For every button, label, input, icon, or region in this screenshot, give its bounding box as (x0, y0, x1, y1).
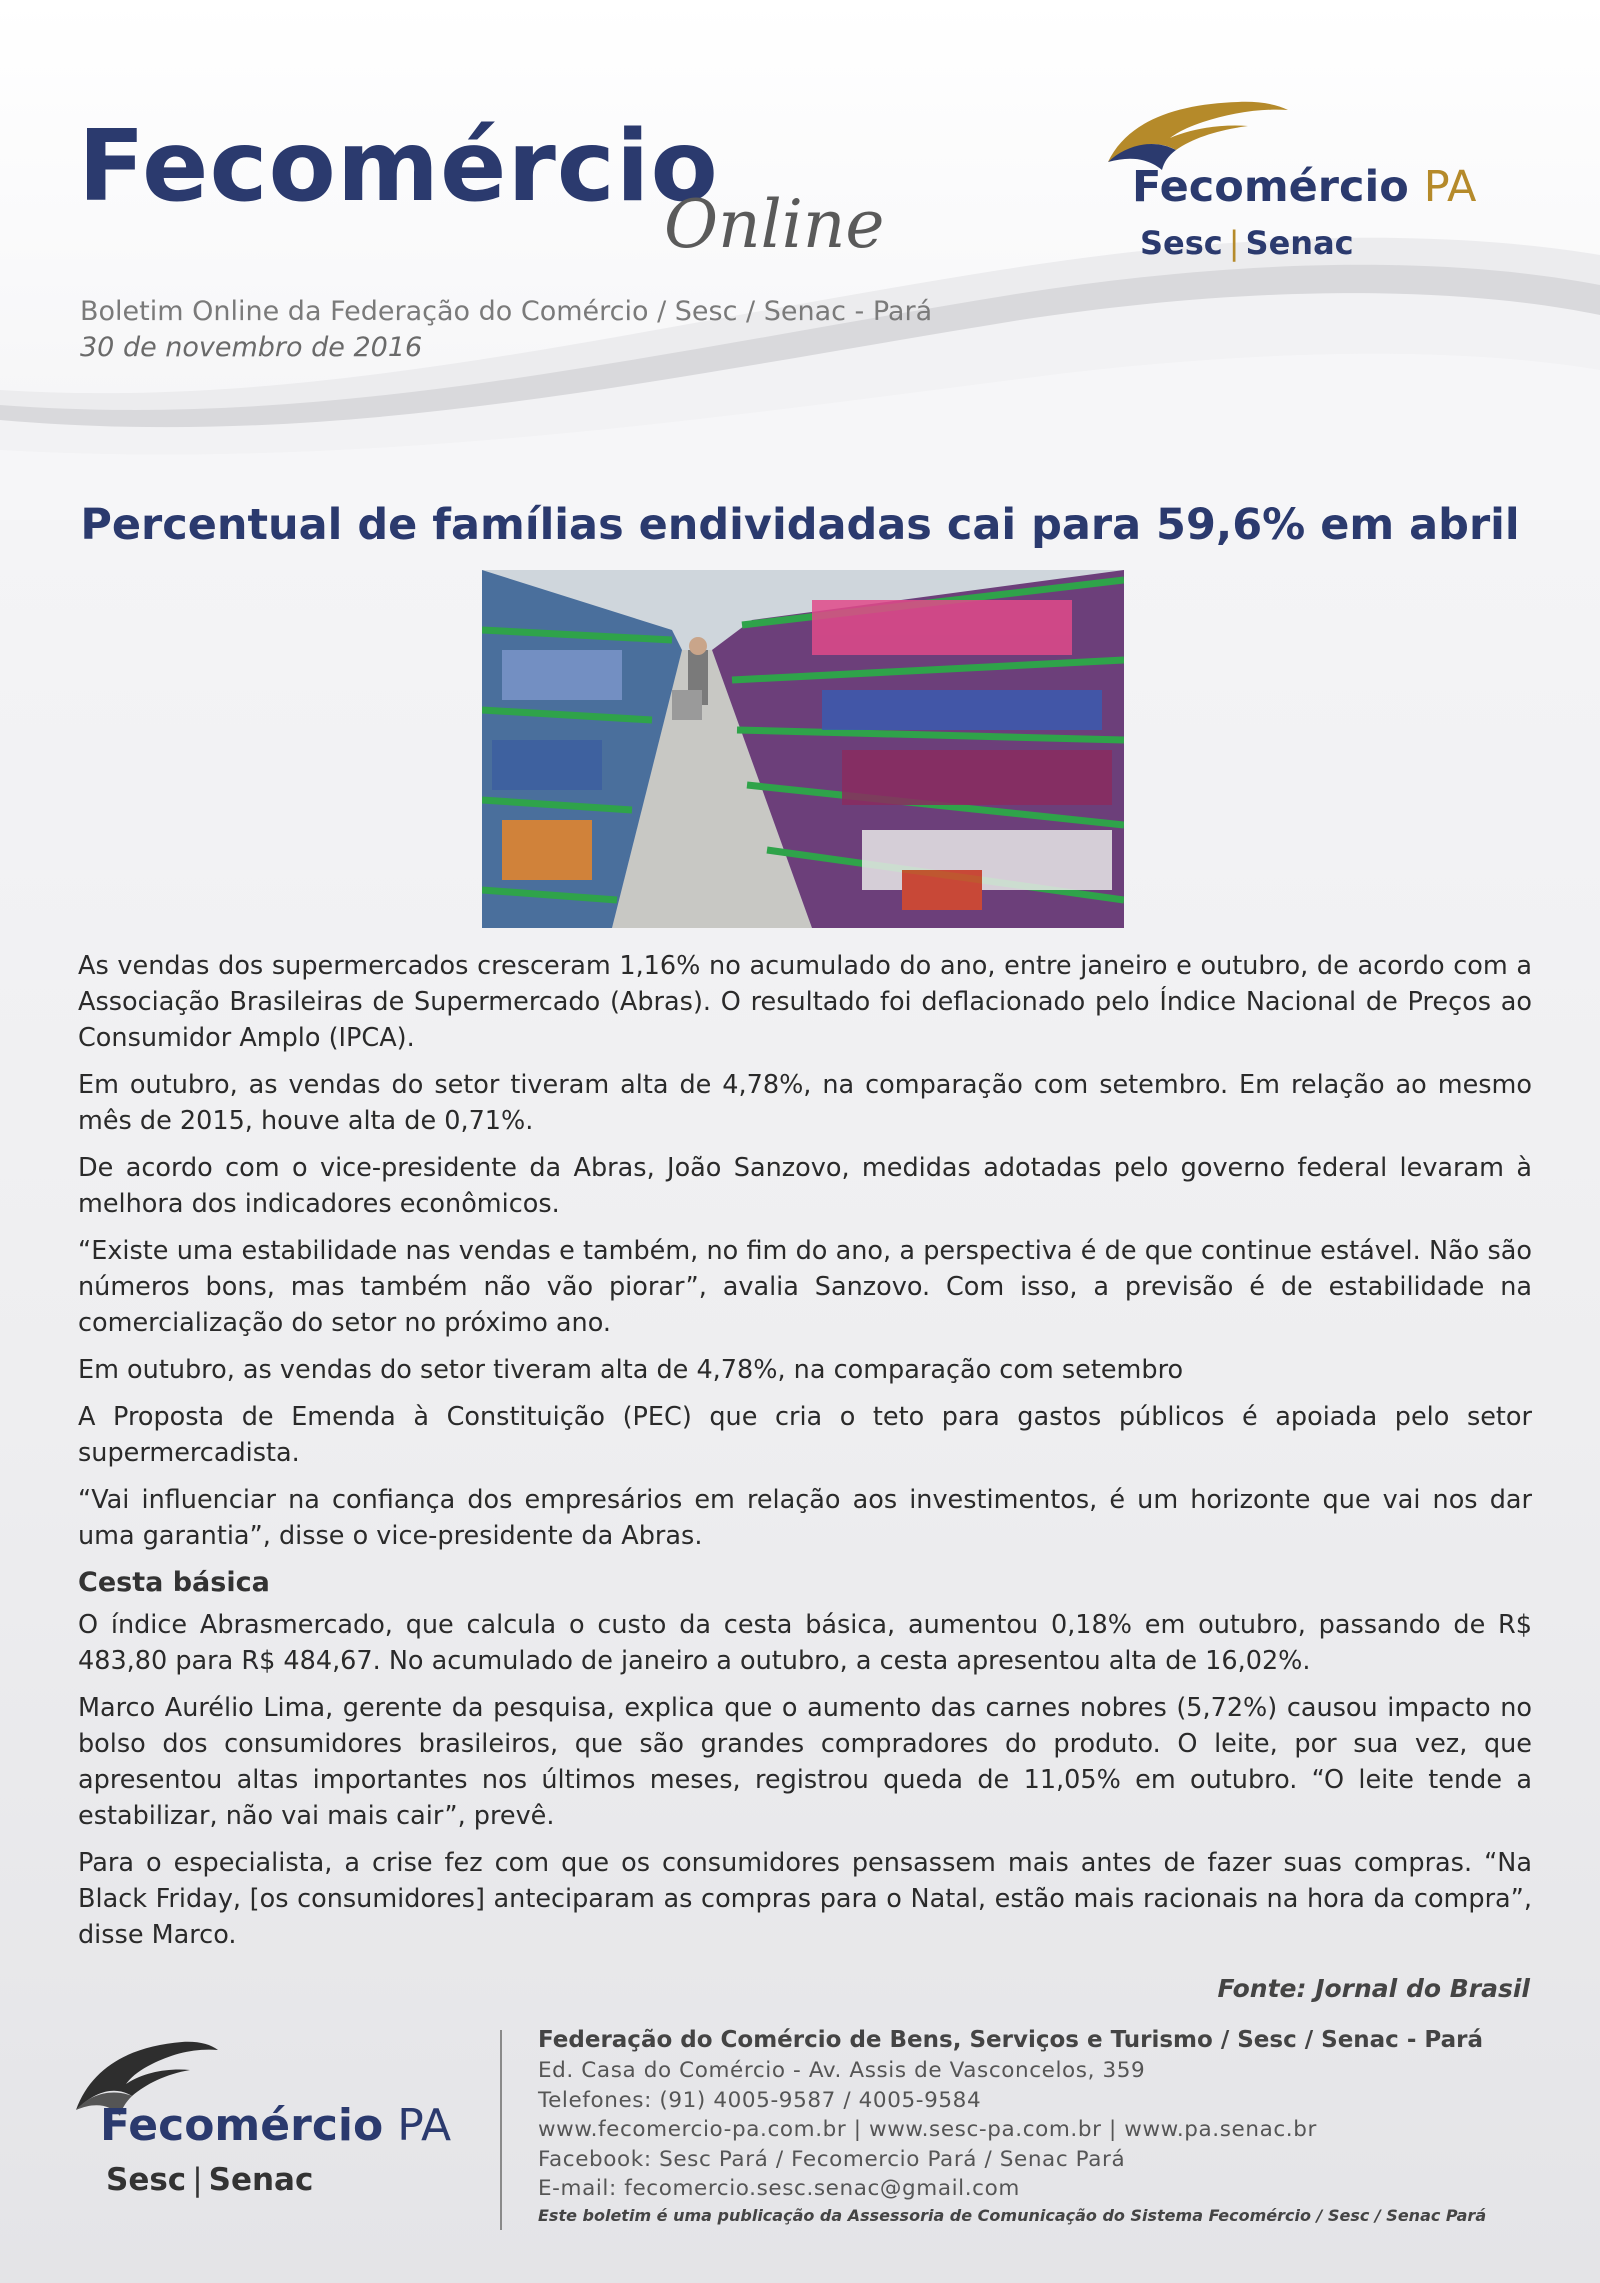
publication-date: 30 de novembro de 2016 (80, 332, 423, 363)
article-paragraph: As vendas dos supermercados cresceram 1,16% no acumulado do ano, entre janeiro e outubro, de acordo com a Associação Brasileiras de Supermercado (Abras). O resultado foi deflacionado pelo Índice Nacional de Preços ao Consumidor Amplo (IPCA). (78, 951, 1532, 1053)
article-headline: Percentual de famílias endividadas cai para 59,6% em abril (80, 500, 1520, 550)
footer-phones: Telefones: (91) 4005-9587 / 4005-9584 (538, 2087, 982, 2113)
logo-sesc: Sesc (1140, 224, 1223, 262)
article-paragraph: “Existe uma estabilidade nas vendas e também, no fim do ano, a perspectiva é de que continue estável. Não são números bons, mas também não vão piorar”, avalia Sanzovo. Com isso, a previsão é de estabilidade na comercialização do setor no próximo ano. (78, 1236, 1532, 1338)
footer-logo-region: PA (397, 2100, 452, 2151)
footer-credit: Este boletim é uma publicação da Assessoria de Comunicação do Sistema Fecomércio / Sesc / Senac Pará (538, 2205, 1487, 2225)
footer-divider (500, 2030, 502, 2230)
footer-logo-sesc: Sesc (106, 2162, 187, 2198)
section-heading: Cesta básica (78, 1567, 270, 1598)
bulletin-subtitle: Boletim Online da Federação do Comércio / Sesc / Senac - Pará (80, 296, 933, 327)
article-paragraph: Em outubro, as vendas do setor tiveram alta de 4,78%, na comparação com setembro. Em relação ao mesmo mês de 2015, houve alta de 0,71%. (78, 1070, 1532, 1136)
article-body (78, 948, 1532, 1964)
brand-suffix: Online (664, 186, 885, 263)
article-paragraph: Em outubro, as vendas do setor tiveram alta de 4,78%, na comparação com setembro (78, 1355, 1184, 1385)
footer-address: Ed. Casa do Comércio - Av. Assis de Vasconcelos, 359 (538, 2058, 1146, 2083)
article-paragraph: A Proposta de Emenda à Constituição (PEC) que cria o teto para gastos públicos é apoiada pelo setor supermercadista. (78, 1402, 1532, 1468)
article-paragraph: Marco Aurélio Lima, gerente da pesquisa, explica que o aumento das carnes nobres (5,72%) causou impacto no bolso dos consumidores brasileiros, que são grandes compradores do produto. O leite, por sua vez, que apresentou altas importantes nos últimos meses, registrou queda de 11,05% em outubro. “O leite tende a estabilizar, não vai mais cair”, prevê. (78, 1693, 1532, 1831)
footer-websites[interactable]: www.fecomercio-pa.com.br | www.sesc-pa.com.br | www.pa.senac.br (538, 2117, 1317, 2142)
brand-title: Fecomércio (78, 110, 719, 224)
footer-logo-subline (106, 2162, 313, 2198)
logo-subline (1140, 224, 1354, 262)
footer-email[interactable]: E-mail: fecomercio.sesc.senac@gmail.com (538, 2176, 1020, 2201)
footer-organization: Federação do Comércio de Bens, Serviços e Turismo / Sesc / Senac - Pará (538, 2027, 1483, 2053)
footer-logo (70, 2030, 490, 2200)
footer-facebook: Facebook: Sesc Pará / Fecomercio Pará / Senac Pará (538, 2146, 1126, 2172)
fecomercio-logo (1098, 100, 1538, 270)
article-source: Fonte: Jornal do Brasil (1217, 1974, 1530, 2003)
logo-region: PA (1423, 162, 1477, 212)
logo-separator: | (1228, 224, 1240, 262)
footer-contact-info (538, 2024, 1548, 2225)
logo-name-text: Fecomércio (1132, 162, 1409, 212)
supermarket-aisle-photo (482, 570, 1124, 928)
article-paragraph: De acordo com o vice-presidente da Abras, João Sanzovo, medidas adotadas pelo governo federal levaram à melhora dos indicadores econômicos. (78, 1153, 1532, 1219)
article-paragraph: “Vai influenciar na confiança dos empresários em relação aos investimentos, é um horizonte que vai nos dar uma garantia”, disse o vice-presidente da Abras. (78, 1485, 1532, 1551)
footer-logo-name (100, 2100, 451, 2151)
article-paragraph: Para o especialista, a crise fez com que os consumidores pensassem mais antes de fazer suas compras. “Na Black Friday, [os consumidores] anteciparam as compras para o Natal, estão mais racionais na hora da compra”, disse Marco. (78, 1848, 1532, 1950)
footer-logo-senac: Senac (208, 2162, 314, 2198)
article-paragraph: O índice Abrasmercado, que calcula o custo da cesta básica, aumentou 0,18% em outubro, passando de R$ 483,80 para R$ 484,67. No acumulado de janeiro a outubro, a cesta apresentou alta de 16,02%. (78, 1610, 1532, 1676)
footer-logo-separator: | (192, 2162, 203, 2198)
footer-logo-name-text: Fecomércio (100, 2100, 384, 2151)
logo-senac: Senac (1245, 224, 1354, 262)
logo-name (1132, 162, 1476, 212)
